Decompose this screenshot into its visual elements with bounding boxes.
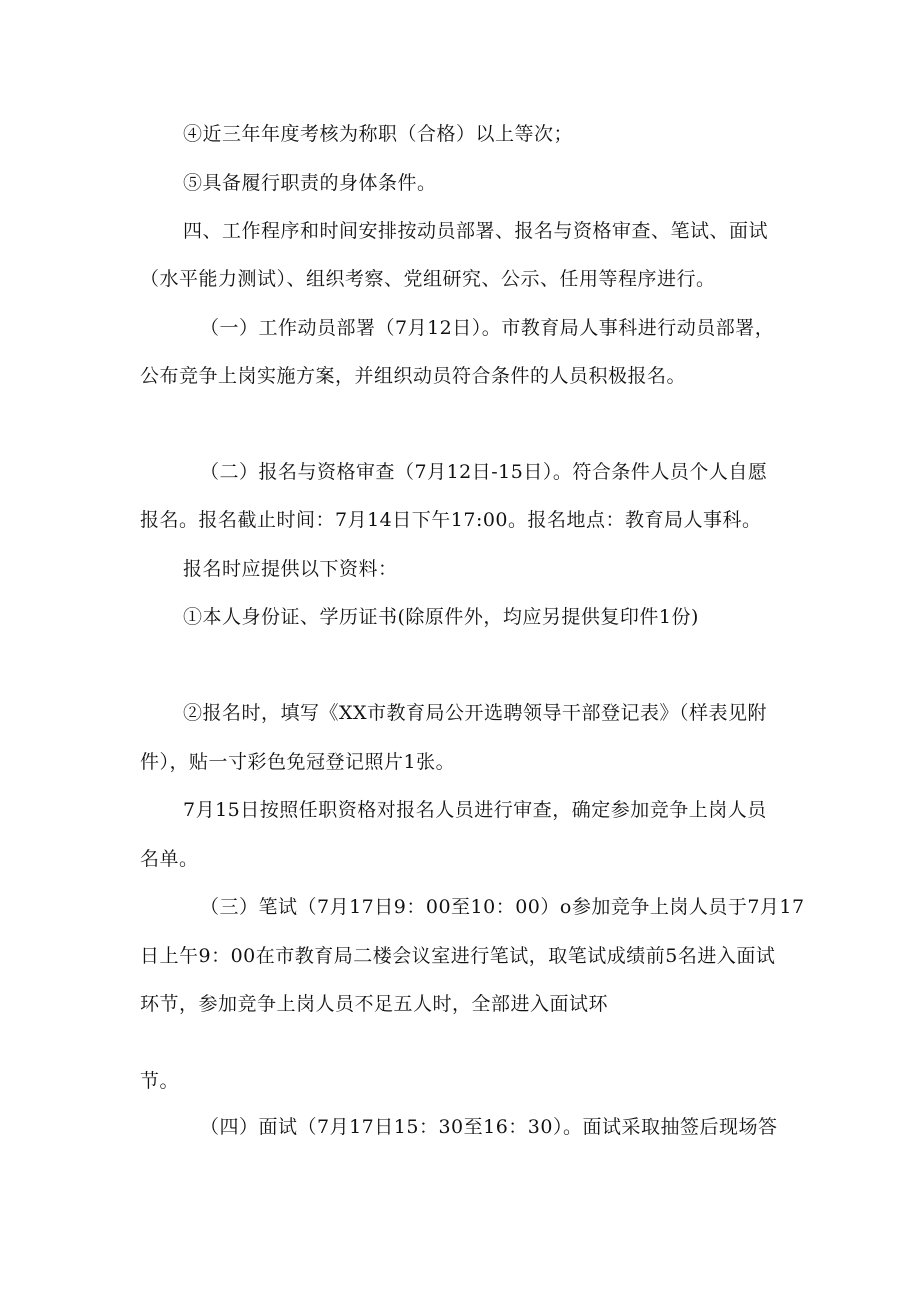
text-line: ①本人身份证、学历证书(除原件外，均应另提供复印件1份) [183, 606, 699, 628]
text-line: ②报名时，填写《XX市教育局公开选聘领导干部登记表》（样表见附 [183, 702, 768, 724]
text-line: 报名。报名截止时间：7月14日下午17:00。报名地点：教育局人事科。 [140, 509, 762, 531]
text-line: 名单。 [140, 848, 199, 870]
subsection-heading: （四）面试（7月17日15：30至16：30）。面试采取抽签后现场答 [200, 1116, 778, 1138]
text-line: 报名时应提供以下资料： [183, 558, 398, 580]
text-line: ⑤具备履行职责的身体条件。 [183, 172, 437, 194]
text-line: 节。 [140, 1070, 180, 1092]
text-line: （水平能力测试）、组织考察、党组研究、公示、任用等程序进行。 [140, 268, 716, 290]
section-heading: 四、工作程序和时间安排按动员部署、报名与资格审查、笔试、面试 [183, 220, 769, 242]
text-line: 7月15日按照任职资格对报名人员进行审查，确定参加竞争上岗人员 [183, 799, 767, 821]
subsection-heading: （二）报名与资格审查（7月12日-15日）。符合条件人员个人自愿 [200, 461, 768, 483]
subsection-heading: （一）工作动员部署（7月12日）。市教育局人事科进行动员部署， [200, 317, 775, 339]
subsection-heading: （三）笔试（7月17日9：00至10：00）o参加竞争上岗人员于7月17 [200, 896, 805, 918]
text-line: ④近三年年度考核为称职（合格）以上等次； [183, 123, 574, 145]
text-line: 公布竞争上岗实施方案，并组织动员符合条件的人员积极报名。 [140, 365, 687, 387]
text-line: 件），贴一寸彩色免冠登记照片1张。 [140, 751, 456, 773]
text-line: 环节，参加竞争上岗人员不足五人时，全部进入面试环 [140, 993, 609, 1015]
text-line: 日上午9：00在市教育局二楼会议室进行笔试，取笔试成绩前5名进入面试 [140, 945, 776, 967]
